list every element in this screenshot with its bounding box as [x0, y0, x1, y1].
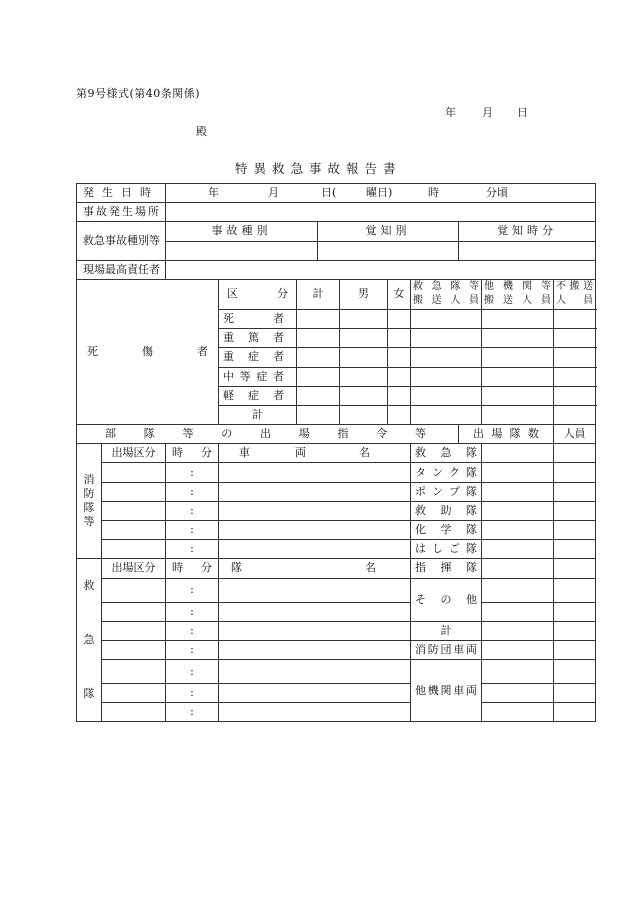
casualty-male-cell[interactable]	[340, 386, 388, 405]
unit-type-label: その他	[411, 578, 482, 621]
ems-dispatch-type-header: 出場区分	[102, 559, 166, 578]
location-row	[77, 203, 596, 222]
document-title: 特異救急事故報告書	[235, 161, 402, 176]
casualty-category: 軽症者	[219, 386, 297, 405]
personnel-cell[interactable]	[554, 482, 596, 501]
unit-name-cell[interactable]	[219, 578, 411, 602]
casualty-category-header: 区分	[219, 279, 297, 309]
unit-type-label: はしご隊	[411, 540, 482, 559]
occ-minute-label: 分頃	[486, 186, 508, 199]
unit-type-label: 救急隊	[411, 444, 482, 463]
casualty-total-cell[interactable]	[297, 386, 340, 405]
ems-dispatch-row	[77, 621, 596, 640]
fire-dispatch-row	[77, 482, 596, 501]
dispatch-type-cell[interactable]	[102, 703, 166, 722]
accident-type-field[interactable]	[166, 241, 318, 260]
unit-name-cell[interactable]	[219, 684, 411, 703]
personnel-cell[interactable]	[554, 521, 596, 540]
casualty-female-cell[interactable]	[388, 309, 411, 328]
occurrence-datetime-row	[77, 184, 596, 203]
personnel-cell[interactable]	[554, 463, 596, 482]
casualty-total-cell[interactable]	[297, 348, 340, 367]
dispatch-type-cell[interactable]	[102, 578, 166, 602]
ems-dispatch-row	[77, 703, 596, 722]
fire-units-label	[77, 444, 102, 559]
location-field[interactable]	[166, 203, 596, 222]
unit-type-label: 指揮隊	[411, 559, 482, 578]
occ-day-label: 日(	[321, 186, 337, 199]
date-day-label: 日	[517, 106, 529, 119]
commander-label: 現場最高責任者	[77, 260, 166, 279]
ems-dispatch-row	[77, 684, 596, 703]
not-transported-header-line2: 人員	[556, 295, 594, 307]
ems-transport-header	[411, 279, 482, 309]
not-transported-cell[interactable]	[554, 405, 596, 424]
units-count-cell[interactable]	[482, 521, 554, 540]
ems-transport-cell[interactable]	[411, 367, 482, 386]
fire-label-char: 隊	[83, 501, 95, 515]
fire-dispatch-row	[77, 521, 596, 540]
not-transported-cell[interactable]	[554, 386, 596, 405]
casualty-male-cell[interactable]	[340, 367, 388, 386]
not-transported-cell[interactable]	[554, 348, 596, 367]
casualty-male-header: 男	[340, 279, 388, 309]
units-count-cell[interactable]	[482, 444, 554, 463]
time-cell[interactable]: :	[166, 482, 219, 501]
ems-transport-header-line1: 救急隊等	[413, 281, 479, 293]
casualty-total-cell[interactable]	[297, 329, 340, 348]
other-transport-cell[interactable]	[482, 348, 554, 367]
fire-vehicle-header	[219, 444, 411, 463]
casualty-female-cell[interactable]	[388, 386, 411, 405]
time-cell[interactable]: :	[166, 621, 219, 640]
type-header-row	[77, 222, 596, 241]
personnel-cell[interactable]	[554, 501, 596, 520]
date-month-label: 月	[482, 106, 494, 119]
other-transport-header-line1: 他機関等	[484, 281, 551, 293]
vehicle-name-cell[interactable]	[219, 521, 411, 540]
ems-transport-cell[interactable]	[411, 386, 482, 405]
not-transported-cell[interactable]	[554, 329, 596, 348]
ems-transport-cell[interactable]	[411, 348, 482, 367]
unit-type-label: タンク隊	[411, 463, 482, 482]
casualty-category-total: 計	[219, 405, 297, 424]
commander-field[interactable]	[166, 260, 596, 279]
unit-type-label: 消防団車両	[411, 640, 482, 659]
ems-unit-header	[219, 559, 411, 578]
casualty-male-cell[interactable]	[340, 405, 388, 424]
personnel-cell[interactable]	[554, 684, 596, 703]
time-cell[interactable]: :	[166, 602, 219, 621]
time-cell[interactable]: :	[166, 578, 219, 602]
vehicle-name-cell[interactable]	[219, 540, 411, 559]
vehicle-header-char: 車	[239, 446, 250, 460]
ems-label-char: 救	[83, 579, 95, 593]
awareness-time-field[interactable]	[459, 241, 596, 260]
unit-type-label: 他機関車両	[411, 660, 482, 722]
casualty-male-cell[interactable]	[340, 329, 388, 348]
unit-type-label: ポンプ隊	[411, 482, 482, 501]
dispatch-header-row	[77, 425, 596, 444]
unit-type-label: 化学隊	[411, 521, 482, 540]
personnel-cell[interactable]	[554, 540, 596, 559]
occ-month-label: 月	[268, 186, 279, 199]
casualty-label: 死傷者	[77, 279, 219, 424]
casualty-total-header: 計	[297, 279, 340, 309]
dispatch-header: 部隊等の出場指令等	[77, 425, 459, 444]
dispatch-type-cell[interactable]	[102, 621, 166, 640]
personnel-cell[interactable]	[554, 703, 596, 722]
ems-transport-cell[interactable]	[411, 309, 482, 328]
casualty-category: 中等症者	[219, 367, 297, 386]
addressee-suffix: 殿	[196, 125, 208, 138]
ems-transport-header-line2: 搬送人員	[413, 295, 479, 307]
unit-name-cell[interactable]	[219, 621, 411, 640]
date-year-label: 年	[445, 106, 457, 119]
occ-year-label: 年	[208, 186, 219, 199]
fire-dispatch-row	[77, 501, 596, 520]
not-transported-cell[interactable]	[554, 367, 596, 386]
casualty-male-cell[interactable]	[340, 309, 388, 328]
time-cell[interactable]: :	[166, 463, 219, 482]
casualty-female-cell[interactable]	[388, 348, 411, 367]
dispatch-type-cell[interactable]	[102, 482, 166, 501]
casualty-header-row	[77, 279, 596, 309]
dispatch-type-cell[interactable]	[102, 602, 166, 621]
units-count-cell[interactable]	[482, 660, 554, 684]
casualty-total-cell[interactable]	[297, 367, 340, 386]
units-count-cell[interactable]	[482, 559, 554, 578]
occ-weekday-label: 曜日)	[366, 186, 393, 199]
dispatch-type-cell[interactable]	[102, 640, 166, 659]
other-transport-cell[interactable]	[482, 386, 554, 405]
vehicle-header-char: 両	[295, 446, 306, 460]
other-transport-header	[482, 279, 554, 309]
time-cell[interactable]: :	[166, 703, 219, 722]
personnel-cell[interactable]	[554, 640, 596, 659]
other-transport-cell[interactable]	[482, 405, 554, 424]
unit-header-char: 名	[365, 561, 376, 575]
casualty-female-cell[interactable]	[388, 367, 411, 386]
awareness-type-field[interactable]	[318, 241, 459, 260]
commander-row	[77, 260, 596, 279]
units-count-header: 出場隊数	[459, 425, 554, 444]
unit-name-cell[interactable]	[219, 660, 411, 684]
fire-label-char: 消	[83, 473, 95, 487]
vehicle-name-cell[interactable]	[219, 501, 411, 520]
not-transported-header	[554, 279, 596, 309]
units-count-cell[interactable]	[482, 684, 554, 703]
fire-label-char: 防	[83, 487, 95, 501]
units-count-cell[interactable]	[482, 640, 554, 659]
ems-dispatch-row	[77, 578, 596, 602]
not-transported-header-line1: 不搬送	[556, 281, 594, 293]
units-count-cell[interactable]	[482, 602, 554, 621]
ems-dispatch-row	[77, 660, 596, 684]
ems-label-char: 急	[83, 633, 95, 647]
dispatch-type-cell[interactable]	[102, 521, 166, 540]
other-transport-cell[interactable]	[482, 367, 554, 386]
personnel-cell[interactable]	[554, 621, 596, 640]
occ-hour-label: 時	[428, 186, 439, 199]
casualty-category: 重篤者	[219, 329, 297, 348]
time-cell[interactable]: :	[166, 660, 219, 684]
ems-dispatch-row	[77, 559, 596, 578]
vehicle-name-cell[interactable]	[219, 482, 411, 501]
units-count-cell[interactable]	[482, 501, 554, 520]
ems-dispatch-row	[77, 640, 596, 659]
ems-label-char: 隊	[83, 687, 95, 701]
units-count-cell[interactable]	[482, 578, 554, 602]
casualty-female-header: 女	[388, 279, 411, 309]
personnel-cell[interactable]	[554, 559, 596, 578]
personnel-header: 人員	[554, 425, 596, 444]
casualty-male-cell[interactable]	[340, 348, 388, 367]
ems-units-label	[77, 559, 102, 722]
fire-dispatch-row	[77, 540, 596, 559]
location-label: 事故発生場所	[77, 203, 166, 222]
units-count-cell[interactable]	[482, 463, 554, 482]
form-number: 第9号様式(第40条関係)	[76, 87, 201, 100]
units-count-cell[interactable]	[482, 621, 554, 640]
other-transport-cell[interactable]	[482, 329, 554, 348]
ems-time-header: 時分	[166, 559, 219, 578]
occurrence-datetime-field[interactable]	[166, 184, 596, 203]
accident-type-header: 事故種別	[166, 222, 318, 241]
unit-name-cell[interactable]	[219, 640, 411, 659]
dispatch-type-cell[interactable]	[102, 660, 166, 684]
personnel-cell[interactable]	[554, 660, 596, 684]
awareness-time-header: 覚知時分	[459, 222, 596, 241]
time-cell[interactable]: :	[166, 684, 219, 703]
report-form-table	[76, 183, 596, 722]
unit-name-cell[interactable]	[219, 602, 411, 621]
unit-type-label: 計	[411, 621, 482, 640]
fire-label-char: 等	[83, 515, 95, 529]
ems-dispatch-row	[77, 602, 596, 621]
casualty-category: 死者	[219, 309, 297, 328]
casualty-female-cell[interactable]	[388, 329, 411, 348]
dispatch-type-cell[interactable]	[102, 501, 166, 520]
personnel-cell[interactable]	[554, 444, 596, 463]
type-label: 救急事故種別等	[77, 222, 166, 260]
casualty-total-cell[interactable]	[297, 405, 340, 424]
units-count-cell[interactable]	[482, 482, 554, 501]
not-transported-cell[interactable]	[554, 309, 596, 328]
vehicle-header-char: 名	[359, 446, 370, 460]
casualty-category: 重症者	[219, 348, 297, 367]
time-cell[interactable]: :	[166, 521, 219, 540]
unit-header-char: 隊	[231, 561, 242, 575]
other-transport-header-line2: 搬送人員	[484, 295, 551, 307]
units-count-cell[interactable]	[482, 703, 554, 722]
fire-dispatch-row	[77, 463, 596, 482]
unit-type-label: 救助隊	[411, 501, 482, 520]
personnel-cell[interactable]	[554, 578, 596, 602]
casualty-total-cell[interactable]	[297, 309, 340, 328]
time-cell[interactable]: :	[166, 501, 219, 520]
personnel-cell[interactable]	[554, 602, 596, 621]
fire-dispatch-type-header: 出場区分	[102, 444, 166, 463]
occurrence-datetime-label: 発生日時	[77, 184, 166, 203]
fire-time-header: 時分	[166, 444, 219, 463]
dispatch-type-cell[interactable]	[102, 463, 166, 482]
dispatch-type-cell[interactable]	[102, 540, 166, 559]
time-cell[interactable]: :	[166, 540, 219, 559]
ems-transport-cell[interactable]	[411, 405, 482, 424]
dispatch-type-cell[interactable]	[102, 684, 166, 703]
units-count-cell[interactable]	[482, 540, 554, 559]
ems-transport-cell[interactable]	[411, 329, 482, 348]
fire-dispatch-row	[77, 444, 596, 463]
unit-name-cell[interactable]	[219, 703, 411, 722]
awareness-type-header: 覚知別	[318, 222, 459, 241]
time-cell[interactable]: :	[166, 640, 219, 659]
vehicle-name-cell[interactable]	[219, 463, 411, 482]
casualty-female-cell[interactable]	[388, 405, 411, 424]
other-transport-cell[interactable]	[482, 309, 554, 328]
